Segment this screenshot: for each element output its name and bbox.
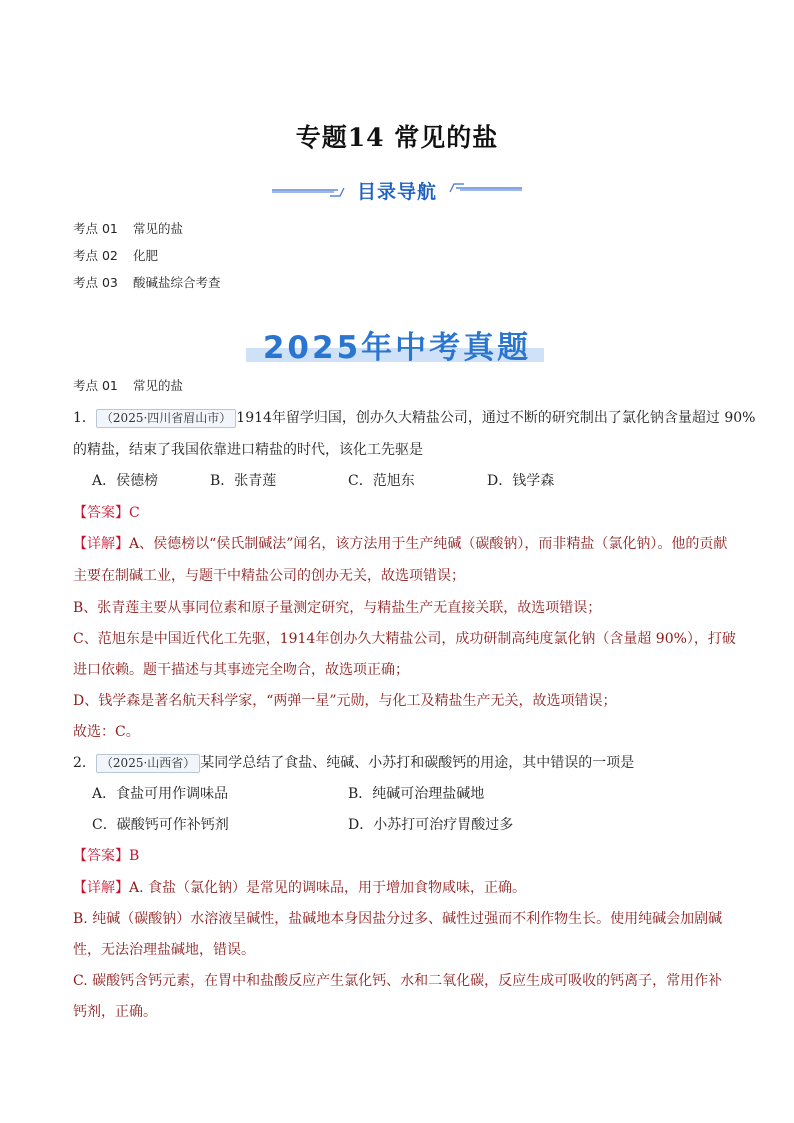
option-a: A．食盐可用作调味品 [92,786,229,802]
toc-label: 常见的盐 [133,221,184,236]
source-tag: （2025·四川省眉山市） [96,409,236,428]
detail-label: 【详解】 [73,880,129,896]
answer-line [73,846,139,866]
question-1-stem [73,408,755,428]
detail-line [73,534,727,554]
question-number: 2． [73,755,96,771]
toc-item[interactable] [73,220,221,247]
answer-label: 【答案】 [73,505,129,521]
year-banner: 2025年中考真题 [262,330,532,366]
answer-value: B [129,848,140,864]
toc-item[interactable] [73,247,221,274]
section-title: 常见的盐 [133,378,184,393]
question-1-stem-cont: 的精盐，结束了我国依靠进口精盐的时代，该化工先驱是 [73,442,423,458]
toc-item[interactable] [73,274,221,301]
answer-label: 【答案】 [73,848,129,864]
detail-text: A. 食盐（氯化钠）是常见的调味品，用于增加食物咸味，正确。 [129,880,527,896]
nav-title: 目录导航 [356,181,437,203]
detail-text: 主要在制碱工业，与题干中精盐公司的创办无关，故选项错误； [73,568,465,584]
option-b: B．张青莲 [210,473,277,489]
detail-text: B、张青莲主要从事同位素和原子量测定研究，与精盐生产无直接关联，故选项错误； [73,600,602,616]
detail-text: 进口依赖。题干描述与其事迹完全吻合，故选项正确； [73,662,409,678]
section-num: 考点 01 [73,378,118,393]
toc-num: 考点 01 [73,221,118,236]
source-tag: （2025·山西省） [96,754,200,773]
detail-line [73,878,526,898]
detail-text: C、范旭东是中国近代化工先驱，1914年创办久大精盐公司，成功研制高纯度氯化钠（含量超 90%），打破 [73,631,736,647]
question-number: 1． [73,410,96,426]
detail-text: C. 碳酸钙含钙元素，在胃中和盐酸反应产生氯化钙、水和二氧化碳，反应生成可吸收的钙离子，常用作补 [73,973,723,989]
detail-text: 故选：C。 [73,724,140,740]
detail-text: 性，无法治理盐碱地，错误。 [73,942,255,958]
toc-label: 酸碱盐综合考查 [133,275,221,290]
option-a: A．侯德榜 [92,473,159,489]
option-c: C．范旭东 [348,473,415,489]
question-text: 某同学总结了食盐、纯碱、小苏打和碳酸钙的用途，其中错误的一项是 [200,755,635,771]
question-text: 1914年留学归国，创办久大精盐公司，通过不断的研究制出了氯化钠含量超过 90% [236,410,756,426]
page-title: 专题14 常见的盐 [295,123,499,152]
answer-value: C [129,505,140,521]
option-d: D．小苏打可治疗胃酸过多 [348,817,514,833]
detail-text: A、侯德榜以“侯氏制碱法”闻名，该方法用于生产纯碱（碳酸钠），而非精盐（氯化钠）。他的贡献 [129,536,728,552]
option-d: D．钱学森 [487,473,555,489]
option-c: C．碳酸钙可作补钙剂 [92,817,229,833]
table-of-contents [73,220,221,301]
detail-label: 【详解】 [73,536,129,552]
toc-label: 化肥 [133,248,159,263]
toc-num: 考点 02 [73,248,118,263]
detail-text: B. 纯碱（碳酸钠）水溶液呈碱性，盐碱地本身因盐分过多、碱性过强而不利作物生长。使用纯碱会加剧碱 [73,911,723,927]
section-label [73,376,183,394]
question-2-stem [73,753,634,773]
option-b: B．纯碱可治理盐碱地 [348,786,485,802]
detail-text: 钙剂，正确。 [73,1004,157,1020]
detail-text: D、钱学森是著名航天科学家，“两弹一星”元勋，与化工及精盐生产无关，故选项错误； [73,693,617,709]
toc-num: 考点 03 [73,275,118,290]
answer-line [73,503,140,523]
